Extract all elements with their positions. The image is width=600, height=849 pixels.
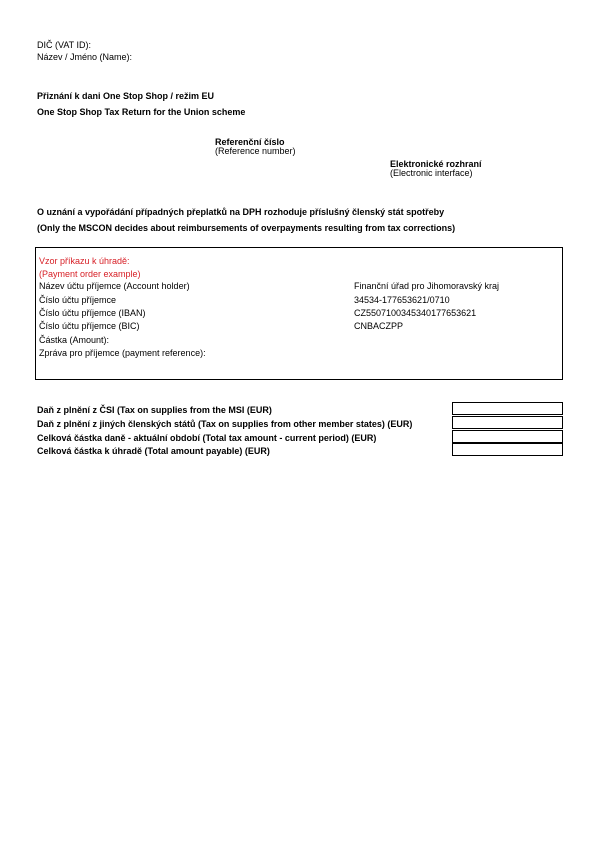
payment-order-title: Vzor příkazu k úhradě: [39,256,130,266]
payment-row-label: Číslo účtu příjemce (IBAN) [39,308,146,318]
vat-id-label: DIČ (VAT ID): [37,40,91,50]
total-row-label: Daň z plnění z ČSI (Tax on supplies from the MSI (EUR) [37,405,272,415]
total-row-field[interactable] [452,430,563,443]
electronic-interface-label-en: (Electronic interface) [390,168,473,178]
total-row-label: Celková částka daně - aktuální období (Total tax amount - current period) (EUR) [37,433,377,443]
document-title: Přiznání k dani One Stop Shop / režim EU [37,91,215,101]
payment-row-value: CZ5507100345340177653621 [354,308,477,318]
payment-row-label: Číslo účtu příjemce (BIC) [39,321,140,331]
total-row-field[interactable] [452,416,563,429]
document-subtitle: One Stop Shop Tax Return for the Union scheme [37,107,246,117]
payment-row-value: 34534-177653621/0710 [354,295,450,305]
total-row-field[interactable] [452,402,563,415]
name-label: Název / Jméno (Name): [37,52,133,62]
electronic-interface-label: Elektronické rozhraní [390,159,482,169]
payment-row-label: Částka (Amount): [39,335,110,345]
payment-row-value: CNBACZPP [354,321,404,331]
total-row-label: Celková částka k úhradě (Total amount payable) (EUR) [37,446,270,456]
payment-row-value: Finanční úřad pro Jihomoravský kraj [354,281,500,291]
payment-row-label: Název účtu příjemce (Account holder) [39,281,190,291]
payment-row-label: Zpráva pro příjemce (payment reference): [39,348,206,358]
notice-text-en: (Only the MSCON decides about reimbursements of overpayments resulting from tax corrections) [37,223,456,233]
reference-number-label: Referenční číslo [215,137,285,147]
reference-number-label-en: (Reference number) [215,146,296,156]
payment-order-title-en: (Payment order example) [39,269,141,279]
total-row-field[interactable] [452,443,563,456]
total-row-label: Daň z plnění z jiných členských států (Tax on supplies from other member states) (EUR) [37,419,413,429]
payment-row-label: Číslo účtu příjemce [39,295,117,305]
notice-text: O uznání a vypořádání případných přeplatků na DPH rozhoduje příslušný členský stát spotřeby [37,207,445,217]
